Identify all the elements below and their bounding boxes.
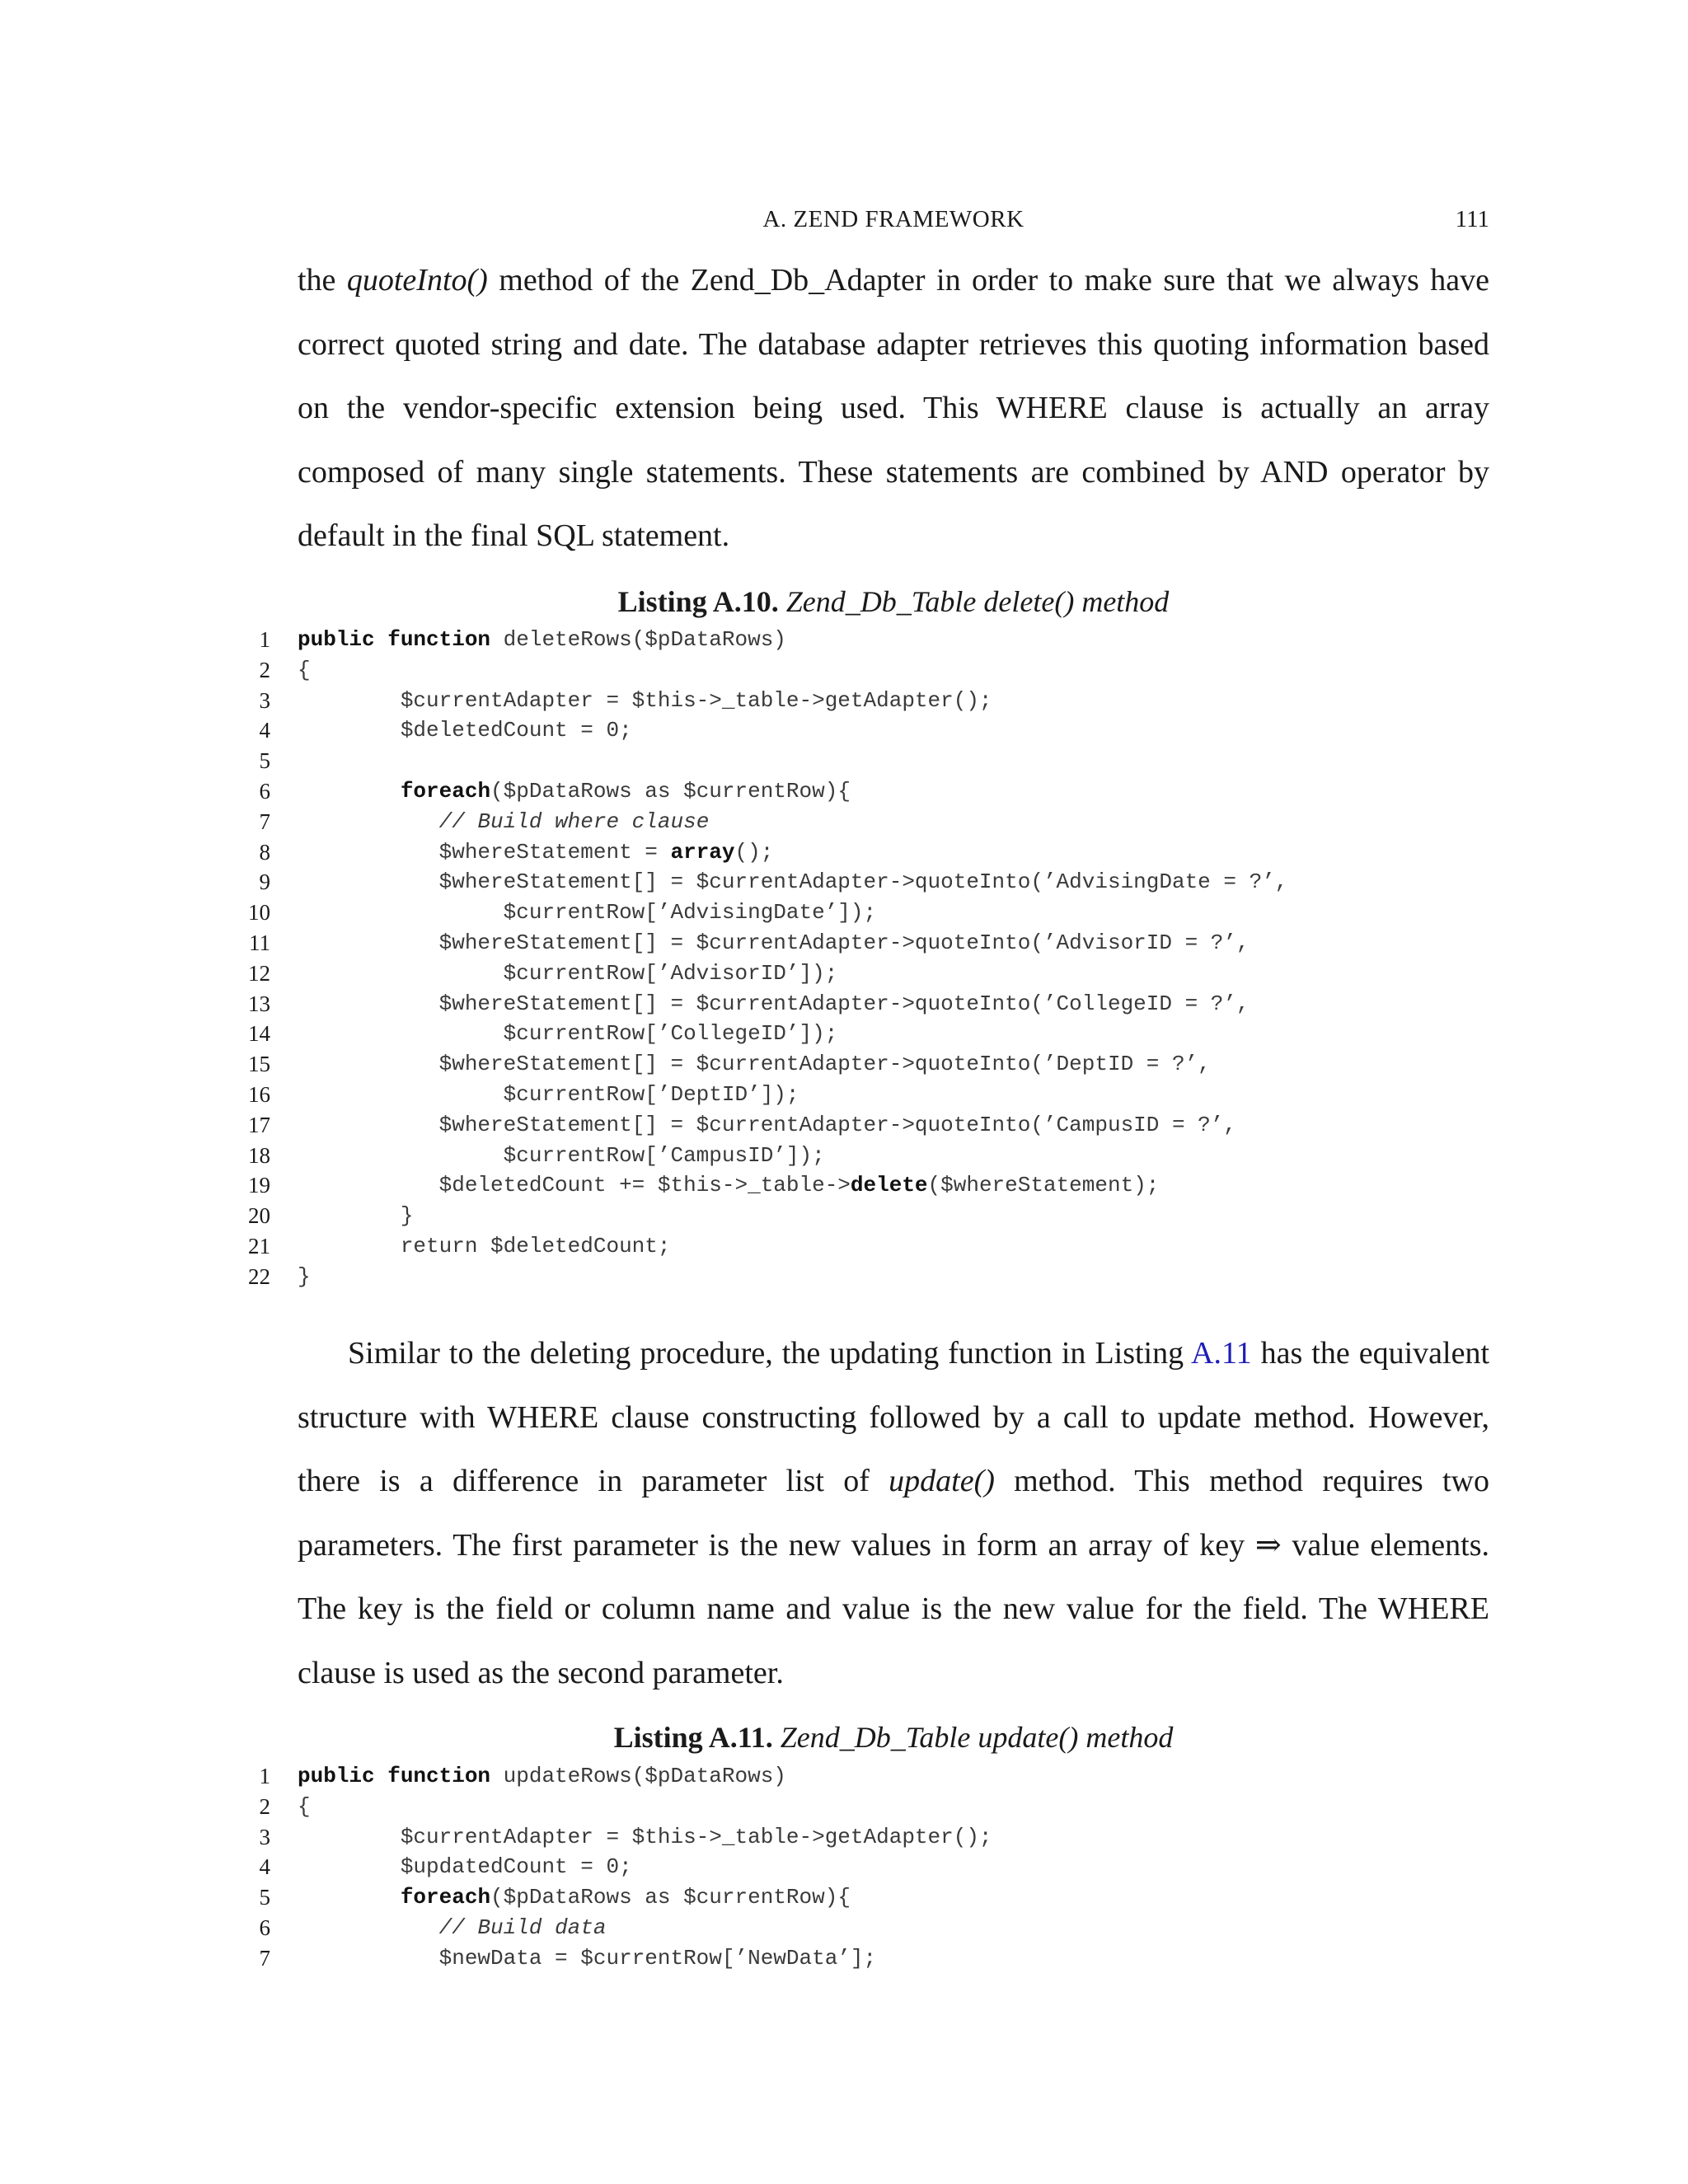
code-keyword: array — [670, 839, 735, 865]
paragraph-text: has the equivalent structure with WHERE clause constructing followed by a call to update method. However, there is a difference in parameter list of — [298, 1336, 1489, 1498]
code-text — [298, 715, 632, 746]
code-token: { — [298, 1793, 311, 1819]
code-token: $deletedCount = 0; — [298, 718, 632, 743]
code-token: $whereStatement[] = $currentAdapter->quoteInto(’AdvisorID = ?’, — [298, 930, 1250, 955]
code-line — [0, 655, 1688, 686]
line-number: 7 — [259, 1945, 270, 1971]
code-line — [0, 715, 1688, 746]
code-text — [298, 898, 876, 928]
code-line — [0, 958, 1688, 989]
code-line — [0, 1792, 1688, 1822]
line-number: 2 — [259, 657, 270, 682]
code-token: $currentRow[’DeptID’]); — [298, 1082, 799, 1107]
code-token — [298, 1885, 401, 1910]
line-number: 3 — [259, 1824, 270, 1849]
line-number: 16 — [248, 1082, 270, 1107]
code-text — [298, 655, 311, 686]
running-header — [298, 203, 1489, 236]
paragraph-quoting — [298, 249, 1489, 569]
code-text — [298, 1231, 670, 1262]
code-line — [0, 807, 1688, 837]
code-token: $whereStatement = — [298, 839, 671, 865]
code-text — [298, 1792, 311, 1822]
listing-label: Listing A.10. — [617, 585, 779, 618]
code-line — [0, 625, 1688, 655]
code-line — [0, 989, 1688, 1019]
line-number: 4 — [259, 1854, 270, 1880]
code-text — [298, 1019, 837, 1049]
code-line — [0, 837, 1688, 868]
listing-caption — [298, 1718, 1489, 1757]
line-number: 19 — [248, 1173, 270, 1198]
code-keyword: public function — [298, 1764, 491, 1788]
paragraph-text: the — [298, 263, 347, 298]
code-text — [298, 928, 1250, 958]
code-text — [298, 1761, 786, 1792]
method-name: quoteInto() — [346, 263, 488, 298]
code-text — [298, 867, 1287, 898]
code-comment: // Build where clause — [438, 808, 710, 834]
page-number: 111 — [1455, 206, 1489, 232]
code-text — [298, 1822, 992, 1853]
line-number: 1 — [259, 627, 270, 652]
code-text — [298, 1170, 1159, 1201]
line-number: 3 — [259, 687, 270, 713]
code-line — [0, 1019, 1688, 1049]
line-number: 1 — [259, 1764, 270, 1788]
code-text — [298, 1882, 851, 1913]
code-token: (); — [734, 839, 774, 865]
code-line — [0, 1141, 1688, 1171]
code-text — [298, 625, 786, 655]
code-line — [0, 686, 1688, 716]
line-number: 18 — [248, 1142, 270, 1168]
code-keyword: public function — [298, 627, 491, 652]
code-token: $whereStatement[] = $currentAdapter->quoteInto(’DeptID = ?’, — [298, 1052, 1211, 1077]
listing-caption — [298, 582, 1489, 621]
line-number: 11 — [249, 930, 270, 955]
listing-title: Zend_Db_Table update() method — [780, 1721, 1174, 1754]
code-token: $whereStatement[] = $currentAdapter->quoteInto(’AdvisingDate = ?’, — [298, 869, 1288, 895]
code-token: } — [298, 1263, 311, 1289]
code-line — [0, 1080, 1688, 1110]
code-token: $currentAdapter = $this->_table->getAdapter(); — [298, 1824, 992, 1849]
code-line — [0, 1913, 1688, 1943]
line-number: 10 — [248, 900, 270, 926]
code-text — [298, 1049, 1211, 1080]
code-line — [0, 928, 1688, 958]
code-token: $deletedCount += $this->_table-> — [298, 1173, 851, 1198]
paragraph-text: method. This method requires two parameters. The first parameter is the new values in form an array of key ⇒ value elements. The key is the field or column name and value is the new value for the field. The WHERE clause is used as the second parameter. — [298, 1464, 1489, 1690]
line-number: 4 — [259, 718, 270, 743]
code-line — [0, 746, 1688, 776]
code-token: return $deletedCount; — [298, 1234, 671, 1258]
code-token: ($pDataRows as $currentRow){ — [490, 1885, 851, 1910]
line-number: 13 — [248, 991, 270, 1016]
listing-title: Zend_Db_Table delete() method — [785, 585, 1170, 618]
code-line — [0, 867, 1688, 898]
code-line — [0, 1822, 1688, 1853]
code-token: deleteRows($pDataRows) — [490, 627, 786, 652]
code-text — [298, 958, 837, 989]
line-number: 14 — [248, 1021, 270, 1047]
paragraph-update — [298, 1322, 1489, 1705]
line-number: 15 — [248, 1052, 270, 1077]
code-token — [298, 809, 439, 834]
line-number: 6 — [259, 1915, 270, 1940]
code-line — [0, 1943, 1688, 1974]
line-number: 2 — [259, 1793, 270, 1819]
line-number: 9 — [259, 869, 270, 895]
code-text — [298, 989, 1250, 1019]
code-token: $currentRow[’CollegeID’]); — [298, 1021, 838, 1047]
code-line — [0, 1882, 1688, 1913]
code-text — [298, 1852, 632, 1882]
code-line — [0, 776, 1688, 807]
method-name: update() — [889, 1464, 995, 1498]
line-number: 20 — [248, 1203, 270, 1229]
line-number: 8 — [259, 839, 270, 865]
code-line — [0, 1852, 1688, 1882]
line-number: 21 — [248, 1234, 270, 1258]
code-line — [0, 1231, 1688, 1262]
code-keyword: delete — [850, 1173, 928, 1198]
code-token: { — [298, 657, 311, 682]
code-text — [298, 1913, 606, 1943]
code-text — [298, 686, 992, 716]
code-text — [298, 1262, 311, 1292]
code-token: $whereStatement[] = $currentAdapter->quoteInto(’CollegeID = ?’, — [298, 991, 1250, 1016]
code-token: $currentRow[’AdvisorID’]); — [298, 960, 838, 986]
code-token: $updatedCount = 0; — [298, 1854, 632, 1880]
code-token: $currentRow[’AdvisingDate’]); — [298, 900, 877, 926]
running-title: A. ZEND FRAMEWORK — [762, 206, 1025, 232]
listing-reference-link[interactable]: A.11 — [1191, 1336, 1252, 1371]
code-line — [0, 898, 1688, 928]
code-text — [298, 1080, 799, 1110]
code-line — [0, 1262, 1688, 1292]
code-line — [0, 1110, 1688, 1141]
code-token: $newData = $currentRow[’NewData’]; — [298, 1945, 877, 1971]
paragraph-text: Similar to the deleting procedure, the updating function in Listing — [348, 1336, 1192, 1371]
code-line — [0, 1761, 1688, 1792]
code-token — [298, 779, 401, 804]
code-text — [298, 776, 851, 807]
code-line — [0, 1049, 1688, 1080]
code-token: } — [298, 1203, 414, 1229]
code-text — [298, 837, 773, 868]
code-text — [298, 1110, 1236, 1141]
paragraph-text: method of the Zend_Db_Adapter in order to make sure that we always have correct quoted string and date. The database adapter retrieves this quoting information based on the vendor-specific extension being used. This WHERE clause is actually an array composed of many single statements. These statements are combined by AND operator by default in the final SQL statement. — [298, 263, 1489, 553]
code-text — [298, 807, 709, 837]
code-keyword: foreach — [400, 779, 491, 804]
code-line — [0, 1201, 1688, 1231]
line-number: 17 — [248, 1112, 270, 1137]
code-token: updateRows($pDataRows) — [490, 1764, 786, 1788]
line-number: 6 — [259, 779, 270, 804]
code-line — [0, 1170, 1688, 1201]
line-number: 12 — [248, 960, 270, 986]
code-comment: // Build data — [438, 1915, 607, 1940]
code-text — [298, 1201, 413, 1231]
code-token: ($whereStatement); — [927, 1173, 1160, 1198]
code-text — [298, 1141, 825, 1171]
line-number: 5 — [259, 748, 270, 774]
code-token: $currentRow[’CampusID’]); — [298, 1142, 825, 1168]
code-text — [298, 1943, 876, 1974]
code-token — [298, 1915, 439, 1940]
line-number: 7 — [259, 808, 270, 834]
listing-label: Listing A.11. — [613, 1721, 773, 1754]
code-token: ($pDataRows as $currentRow){ — [490, 779, 851, 804]
code-token: $whereStatement[] = $currentAdapter->quoteInto(’CampusID = ?’, — [298, 1112, 1236, 1137]
line-number: 22 — [248, 1263, 270, 1289]
line-number: 5 — [259, 1885, 270, 1910]
code-token: $currentAdapter = $this->_table->getAdapter(); — [298, 687, 992, 713]
code-keyword: foreach — [400, 1885, 491, 1910]
